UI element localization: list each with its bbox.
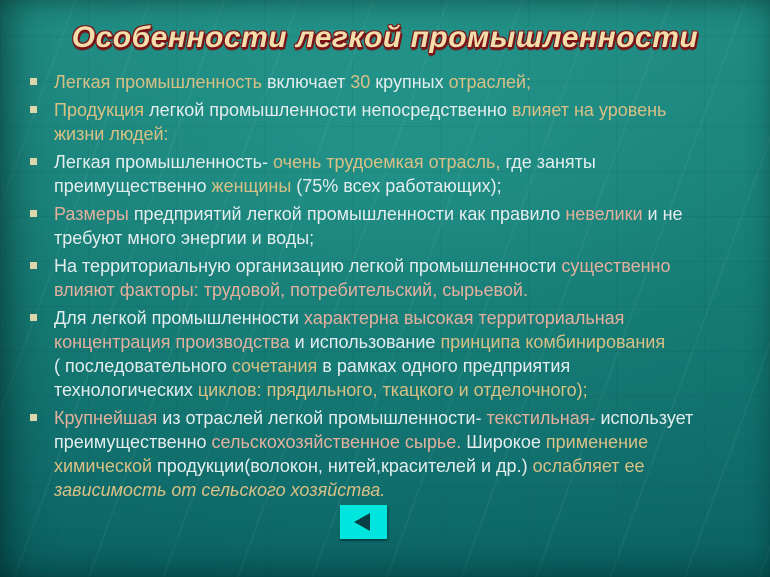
bullet-square-icon — [30, 314, 37, 321]
text-segment: влияет на уровень — [511, 100, 667, 120]
bullet-text — [54, 406, 693, 502]
bullet-item — [28, 70, 746, 94]
back-arrow-icon — [354, 513, 370, 531]
text-segment: влияют факторы: трудовой, потребительский, сырьевой. — [54, 280, 528, 300]
text-segment: сочетания — [231, 356, 323, 376]
bullet-text — [54, 254, 671, 302]
bullet-item — [28, 254, 746, 302]
text-segment: преимущественно — [54, 176, 212, 196]
bullet-line — [54, 406, 693, 430]
bullet-line — [54, 330, 665, 354]
bullet-square-icon — [30, 210, 37, 217]
text-segment: сельскохозяйственное сырье. — [211, 432, 467, 452]
text-segment: требуют много энергии и воды; — [54, 228, 315, 248]
text-segment: Легкая промышленность- — [54, 152, 273, 172]
text-segment: Размеры — [54, 204, 134, 224]
bullet-item — [28, 406, 746, 502]
bullet-square-icon — [30, 414, 37, 421]
text-segment: На территориальную организацию легкой промышленности — [54, 256, 562, 276]
text-segment: невелики — [565, 204, 648, 224]
text-segment: текстильная- — [486, 408, 601, 428]
text-segment: Легкая промышленность — [54, 72, 267, 92]
bullet-line — [54, 98, 666, 122]
bullet-line — [54, 278, 671, 302]
bullet-text — [54, 150, 596, 198]
bullet-item — [28, 150, 746, 198]
text-segment: предприятий легкой промышленности как правило — [133, 204, 566, 224]
bullet-line — [54, 70, 531, 94]
bullet-square-icon — [30, 158, 37, 165]
bullet-line — [54, 150, 596, 174]
text-segment: ( последовательного — [54, 356, 232, 376]
text-segment: и не — [647, 204, 683, 224]
text-segment: Для легкой промышленности — [54, 308, 304, 328]
text-segment: зависимость от сельского хозяйства. — [54, 480, 386, 500]
text-segment: женщины — [211, 176, 297, 196]
bullet-line — [54, 378, 665, 402]
text-segment: Широкое — [466, 432, 546, 452]
bullet-line — [54, 122, 666, 146]
text-segment: применение — [545, 432, 649, 452]
bullet-text — [54, 98, 666, 146]
bullet-line — [54, 306, 665, 330]
text-segment: существенно — [561, 256, 671, 276]
bullet-line — [54, 226, 683, 250]
text-segment: 30 — [350, 72, 376, 92]
bullet-item — [28, 98, 746, 146]
text-segment: концентрация производства — [54, 332, 295, 352]
bullet-square-icon — [30, 78, 37, 85]
text-segment: (75% всех работающих); — [296, 176, 502, 196]
text-segment: характерна высокая территориальная — [303, 308, 625, 328]
text-segment: Продукция — [54, 100, 150, 120]
text-segment: легкой промышленности непосредственно — [149, 100, 512, 120]
text-segment: химической — [54, 456, 158, 476]
text-segment: циклов: прядильного, ткацкого и отделочного); — [197, 380, 588, 400]
back-button[interactable] — [340, 505, 387, 539]
text-segment: в рамках одного предприятия — [322, 356, 571, 376]
bullet-line — [54, 354, 665, 378]
text-segment: технологических — [54, 380, 198, 400]
text-segment: Крупнейшая — [54, 408, 163, 428]
bullet-square-icon — [30, 262, 37, 269]
text-segment: включает — [266, 72, 351, 92]
bullet-text — [54, 202, 683, 250]
bullet-line — [54, 430, 693, 454]
bullet-item — [28, 202, 746, 250]
text-segment: где заняты — [505, 152, 596, 172]
bullet-line — [54, 174, 596, 198]
slide-title: Особенности легкой промышленности — [71, 21, 699, 54]
text-segment: отраслей; — [448, 72, 532, 92]
text-segment: использует — [600, 408, 694, 428]
text-segment: преимущественно — [54, 432, 212, 452]
bullet-line — [54, 478, 693, 502]
bullet-square-icon — [30, 106, 37, 113]
bullet-item — [28, 306, 746, 402]
text-segment: крупных — [375, 72, 449, 92]
text-segment: принципа комбинирования — [440, 332, 666, 352]
text-segment: очень трудоемкая отрасль, — [272, 152, 506, 172]
bullet-text — [54, 306, 665, 402]
bullet-line — [54, 454, 693, 478]
text-segment: ослабляет ее — [532, 456, 645, 476]
bullet-text — [54, 70, 531, 94]
text-segment: продукции(волокон, нитей,красителей и др.) — [157, 456, 533, 476]
text-segment: жизни людей: — [54, 124, 169, 144]
bullet-line — [54, 202, 683, 226]
text-segment: из отраслей легкой промышленности- — [162, 408, 487, 428]
bullet-line — [54, 254, 671, 278]
bullet-list — [28, 70, 746, 506]
text-segment: и использование — [294, 332, 441, 352]
